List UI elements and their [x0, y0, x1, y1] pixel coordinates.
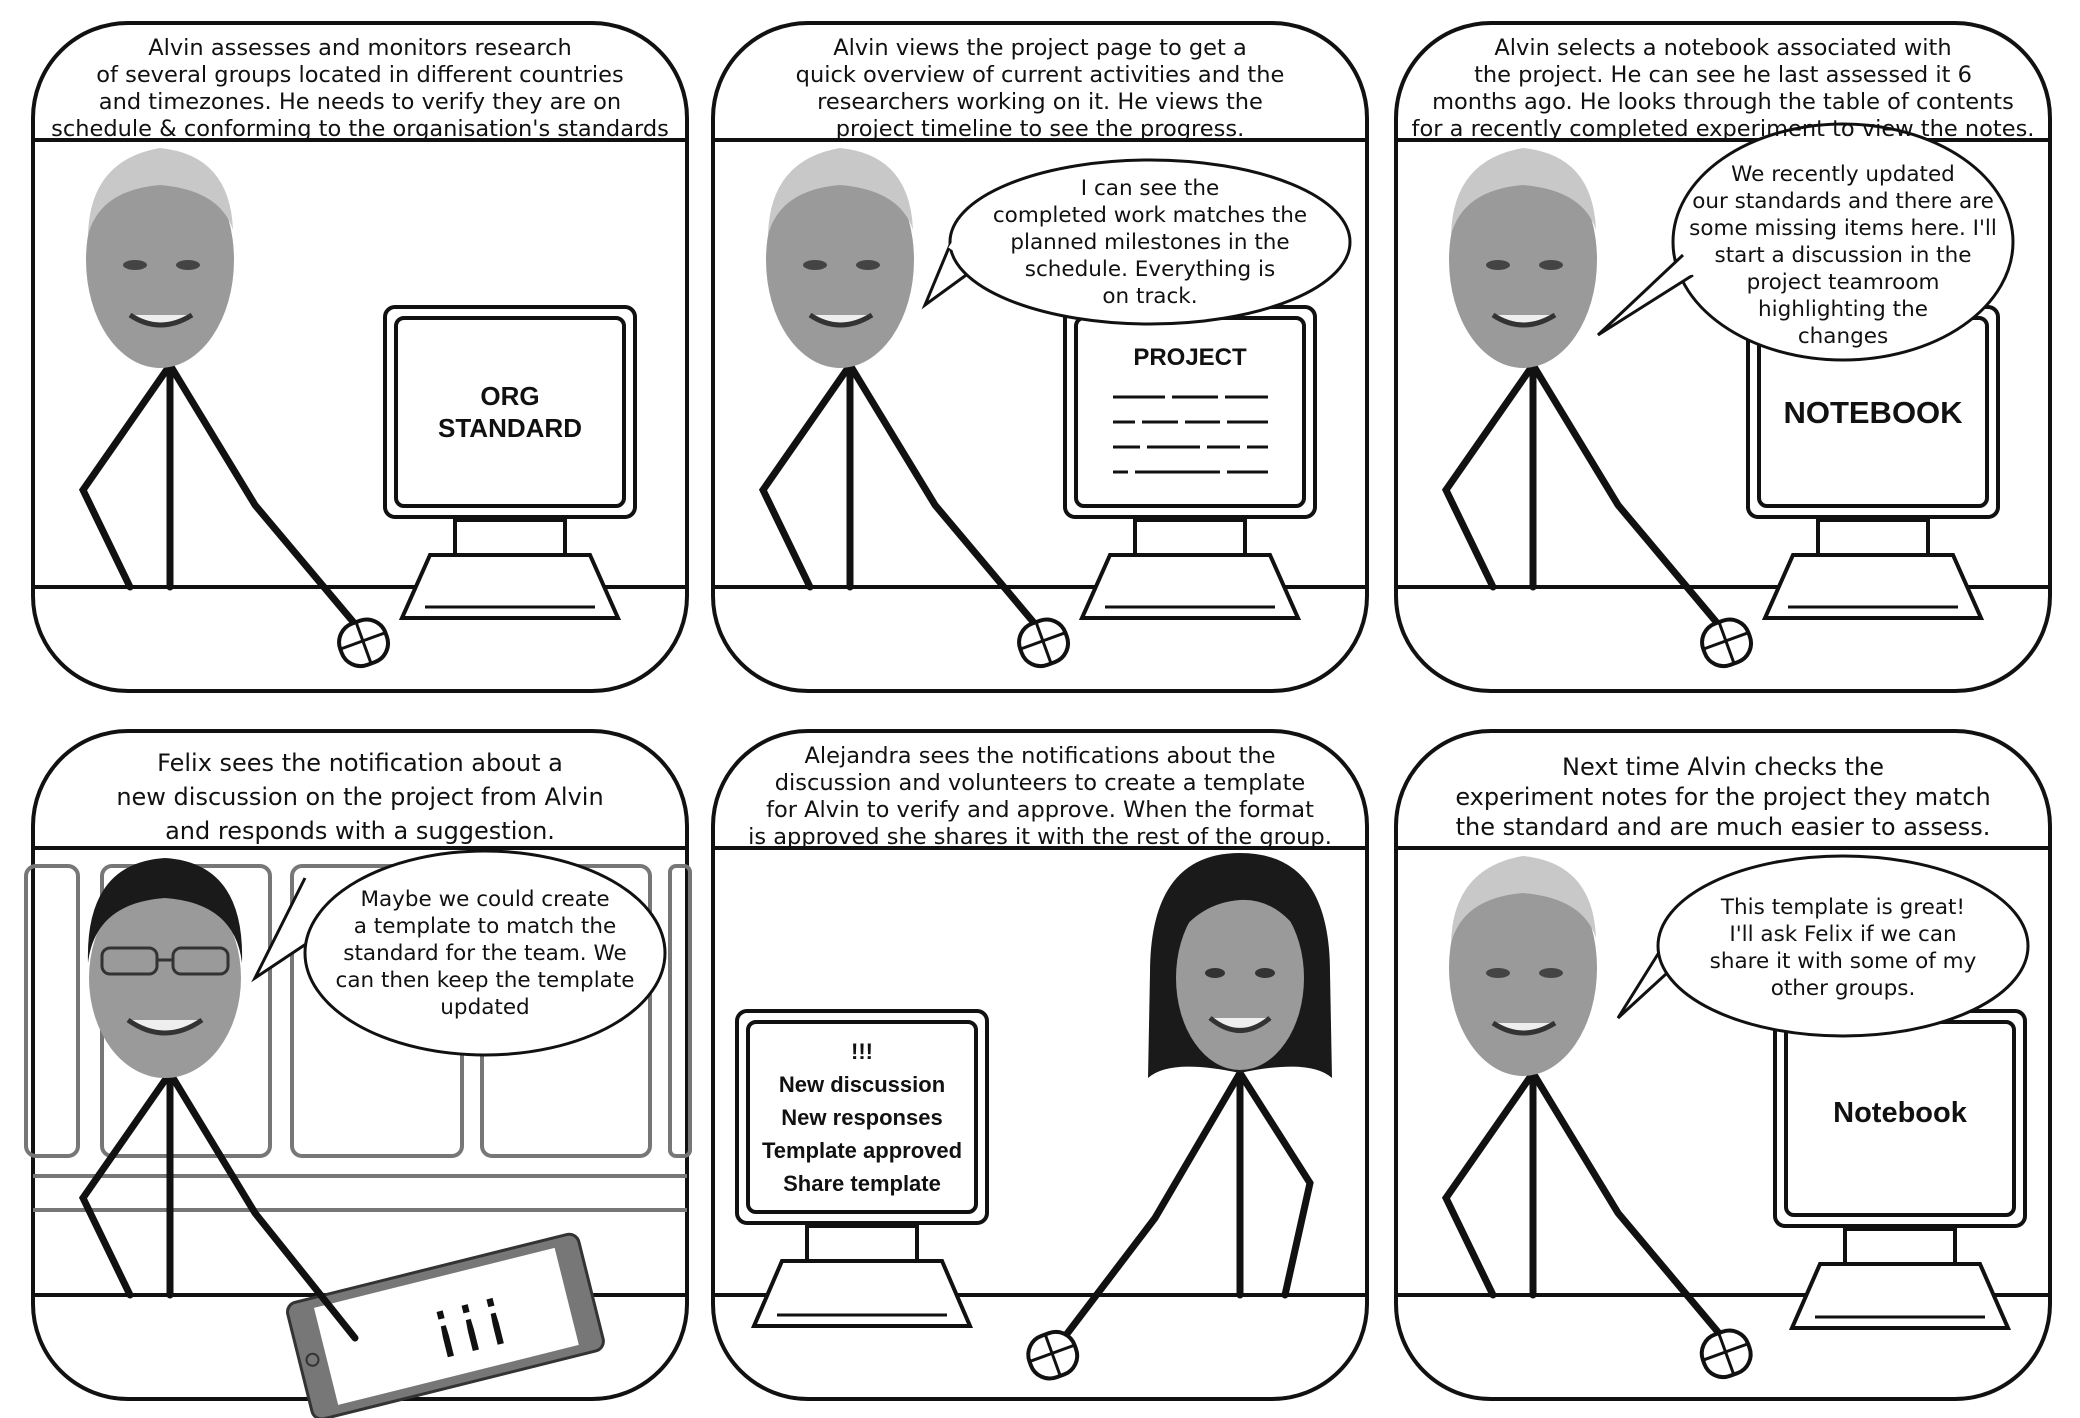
- screen-line: PROJECT: [1133, 344, 1247, 371]
- caption-line: of several groups located in different countries: [96, 62, 624, 88]
- caption-line: and responds with a suggestion.: [165, 817, 555, 845]
- caption-line: is approved she shares it with the rest of the group.: [748, 824, 1332, 850]
- bubble-line: Maybe we could create: [360, 886, 610, 912]
- bubble-line: planned milestones in the: [1010, 230, 1290, 255]
- bubble-line: on track.: [1102, 284, 1198, 309]
- speech-bubble-text: [1673, 160, 2013, 350]
- panel-caption: [1409, 738, 2037, 856]
- felix-face: [88, 858, 242, 1078]
- monitor-screen-text: [748, 1022, 976, 1212]
- screen-line: Notebook: [1833, 1097, 1967, 1129]
- caption-line: Next time Alvin checks the: [1562, 753, 1884, 781]
- screen-line: STANDARD: [438, 413, 582, 443]
- bubble-line: project teamroom: [1746, 269, 1940, 295]
- bubble-line: This template is great!: [1720, 895, 1966, 920]
- screen-line: !!!: [851, 1038, 873, 1064]
- bubble-line: highlighting the: [1758, 296, 1928, 322]
- speech-bubble-text: [960, 170, 1340, 315]
- bubble-line: I'll ask Felix if we can: [1729, 922, 1957, 947]
- caption-line: the standard and are much easier to assess.: [1455, 813, 1991, 841]
- bubble-line: share it with some of my: [1709, 949, 1977, 974]
- bubble-line: changes: [1797, 323, 1889, 349]
- speech-bubble-text: [1683, 888, 2003, 1008]
- panel-caption: [46, 738, 674, 856]
- bubble-line: completed work matches the: [992, 203, 1308, 228]
- tablet-notification-text: ¡¡¡: [421, 1273, 515, 1364]
- bubble-line: standard for the team. We: [343, 940, 627, 966]
- screen-line: ORG: [480, 381, 540, 411]
- monitor-screen-text: [1076, 338, 1304, 378]
- screen-line: Share template: [783, 1170, 941, 1196]
- comic-panel-4: [30, 728, 690, 1402]
- caption-line: quick overview of current activities and the: [795, 62, 1285, 88]
- panel-caption: [1409, 30, 2037, 148]
- comic-panel-5: [710, 728, 1370, 1402]
- panel-caption: [726, 30, 1354, 148]
- monitor: [1775, 1011, 2025, 1328]
- comic-panel-2: [710, 20, 1370, 694]
- caption-line: for a recently completed experiment to view the notes.: [1411, 116, 2035, 142]
- caption-line: and timezones. He needs to verify they are on: [98, 89, 622, 115]
- monitor-screen-text: [1786, 1088, 2014, 1138]
- caption-line: Alejandra sees the notifications about the: [804, 743, 1276, 769]
- caption-line: Alvin selects a notebook associated with: [1494, 35, 1952, 61]
- caption-line: discussion and volunteers to create a template: [774, 770, 1306, 796]
- speech-bubble-text: [315, 883, 655, 1023]
- bubble-line: start a discussion in the: [1714, 242, 1972, 268]
- panel-caption: [726, 738, 1354, 856]
- screen-line: NOTEBOOK: [1783, 395, 1963, 430]
- bubble-line: can then keep the template: [335, 967, 635, 993]
- alvin-face: [1449, 856, 1597, 1076]
- panel-caption: [46, 30, 674, 148]
- caption-line: experiment notes for the project they match: [1455, 783, 1991, 811]
- caption-line: the project. He can see he last assessed it 6: [1474, 62, 1972, 88]
- bubble-line: other groups.: [1770, 976, 1916, 1001]
- monitor-screen-text: [1759, 388, 1987, 438]
- screen-line: Template approved: [761, 1137, 963, 1163]
- screen-line: New responses: [781, 1104, 943, 1130]
- caption-line: new discussion on the project from Alvin: [116, 783, 604, 811]
- caption-line: project timeline to see the progress.: [835, 116, 1245, 142]
- alvin-face: [766, 148, 914, 368]
- monitor-screen-text: [396, 318, 624, 506]
- alvin-face: [1449, 148, 1597, 368]
- comic-panel-6: [1393, 728, 2053, 1402]
- caption-line: Felix sees the notification about a: [157, 749, 563, 777]
- alvin-face: [86, 148, 234, 368]
- alejandra-face: [1148, 853, 1332, 1078]
- caption-line: researchers working on it. He views the: [817, 89, 1263, 115]
- bubble-line: some missing items here. I'll: [1689, 215, 1997, 241]
- comic-panel-3: [1393, 20, 2053, 694]
- caption-line: Alvin assesses and monitors research: [148, 35, 572, 61]
- bubble-line: I can see the: [1080, 176, 1220, 201]
- comic-panel-1: [30, 20, 690, 694]
- caption-line: schedule & conforming to the organisation's standards: [51, 116, 669, 142]
- caption-line: months ago. He looks through the table of contents: [1432, 89, 2014, 115]
- bubble-line: schedule. Everything is: [1024, 257, 1276, 282]
- bubble-line: updated: [440, 994, 530, 1020]
- bubble-line: We recently updated: [1731, 161, 1955, 187]
- screen-line: New discussion: [778, 1071, 946, 1097]
- bubble-line: our standards and there are: [1692, 188, 1994, 214]
- caption-line: Alvin views the project page to get a: [833, 35, 1247, 61]
- caption-line: for Alvin to verify and approve. When the format: [766, 797, 1314, 823]
- bubble-line: a template to match the: [353, 913, 617, 939]
